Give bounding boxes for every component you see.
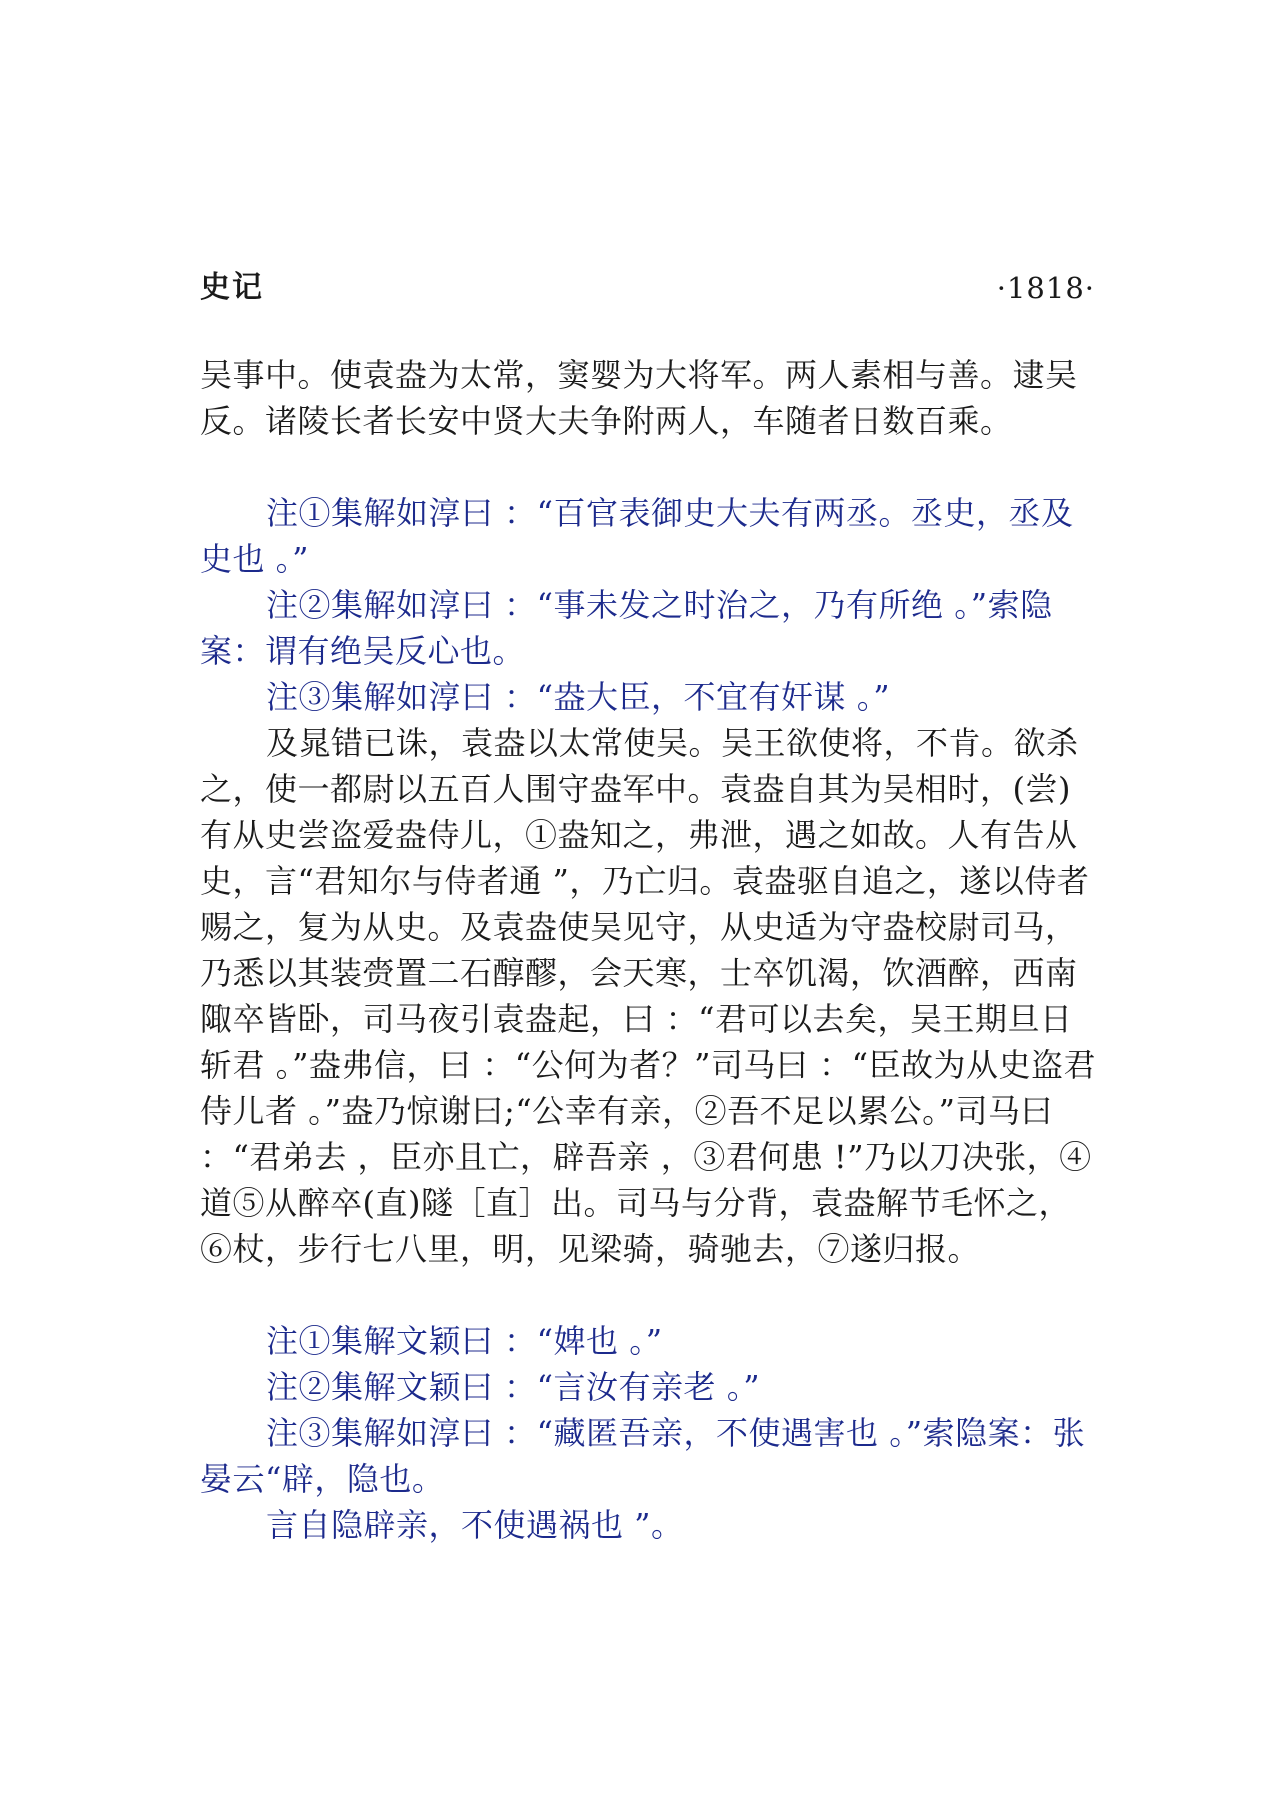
annotation-2: 注②集解如淳曰 ：“事未发之时治之，乃有所绝 。”索隐案：谓有绝吴反心也。 [200, 586, 1053, 670]
page-number: ·1818· [996, 271, 1095, 305]
annotation-6-continued: 言自隐辟亲，不使遇祸也 ”。 [266, 1506, 684, 1544]
book-title: 史记 [200, 270, 264, 305]
annotation-5: 注②集解文颖曰 ：“言汝有亲老 。” [266, 1368, 761, 1406]
annotation-6: 注③集解如淳曰 ：“藏匿吾亲，不使遇害也 。”索隐案：张晏云“辟，隐也。 [200, 1414, 1086, 1498]
annotation-3: 注③集解如淳曰 ：“盎大臣，不宜有奸谋 。” [266, 678, 891, 716]
annotation-1: 注①集解如淳曰 ：“百官表御史大夫有两丞。丞史，丞及史也 。” [200, 494, 1074, 578]
page-body [200, 352, 1100, 1548]
spacer [200, 444, 1100, 490]
annotation-4: 注①集解文颖曰 ：“婢也 。” [266, 1322, 663, 1360]
main-paragraph-2: 及晁错已诛，袁盎以太常使吴。吴王欲使将，不肯。欲杀之，使一都尉以五百人围守盎军中。袁盎自其为吴相时，(尝)有从史尝盗爱盎侍儿，①盎知之，弗泄，遇之如故。人有告从史，言“君知尔与侍者通 ”，乃亡归。袁盎驱自追之，遂以侍者赐之，复为从史。及袁盎使吴见守，从史适为守盎校尉司马，乃悉以其装赍置二石醇醪，会天寒，士卒饥渴，饮酒醉，西南陬卒皆卧，司马夜引袁盎起，曰 ：“君可以去矣，吴王期旦日斩君 。”盎弗信，曰 ：“公何为者？”司马曰 ：“臣故为从史盗君侍儿者 。”盎乃惊谢曰;“公幸有亲，②吾不足以累公。”司马曰 ：“君弟去 ，臣亦且亡，辟吾亲 ，③君何患 !”乃以刀决张，④道⑤从醉卒(直)隧［直］出。司马与分背，袁盎解节毛怀之，⑥杖，步行七八里，明，见梁骑，骑驰去，⑦遂归报。 [200, 724, 1096, 1268]
main-paragraph-1: 吴事中。使袁盎为太常，窦婴为大将军。两人素相与善。逮吴反。诸陵长者长安中贤大夫争附两人，车随者日数百乘。 [200, 356, 1078, 440]
page-header [200, 268, 1095, 312]
spacer [200, 1272, 1100, 1318]
